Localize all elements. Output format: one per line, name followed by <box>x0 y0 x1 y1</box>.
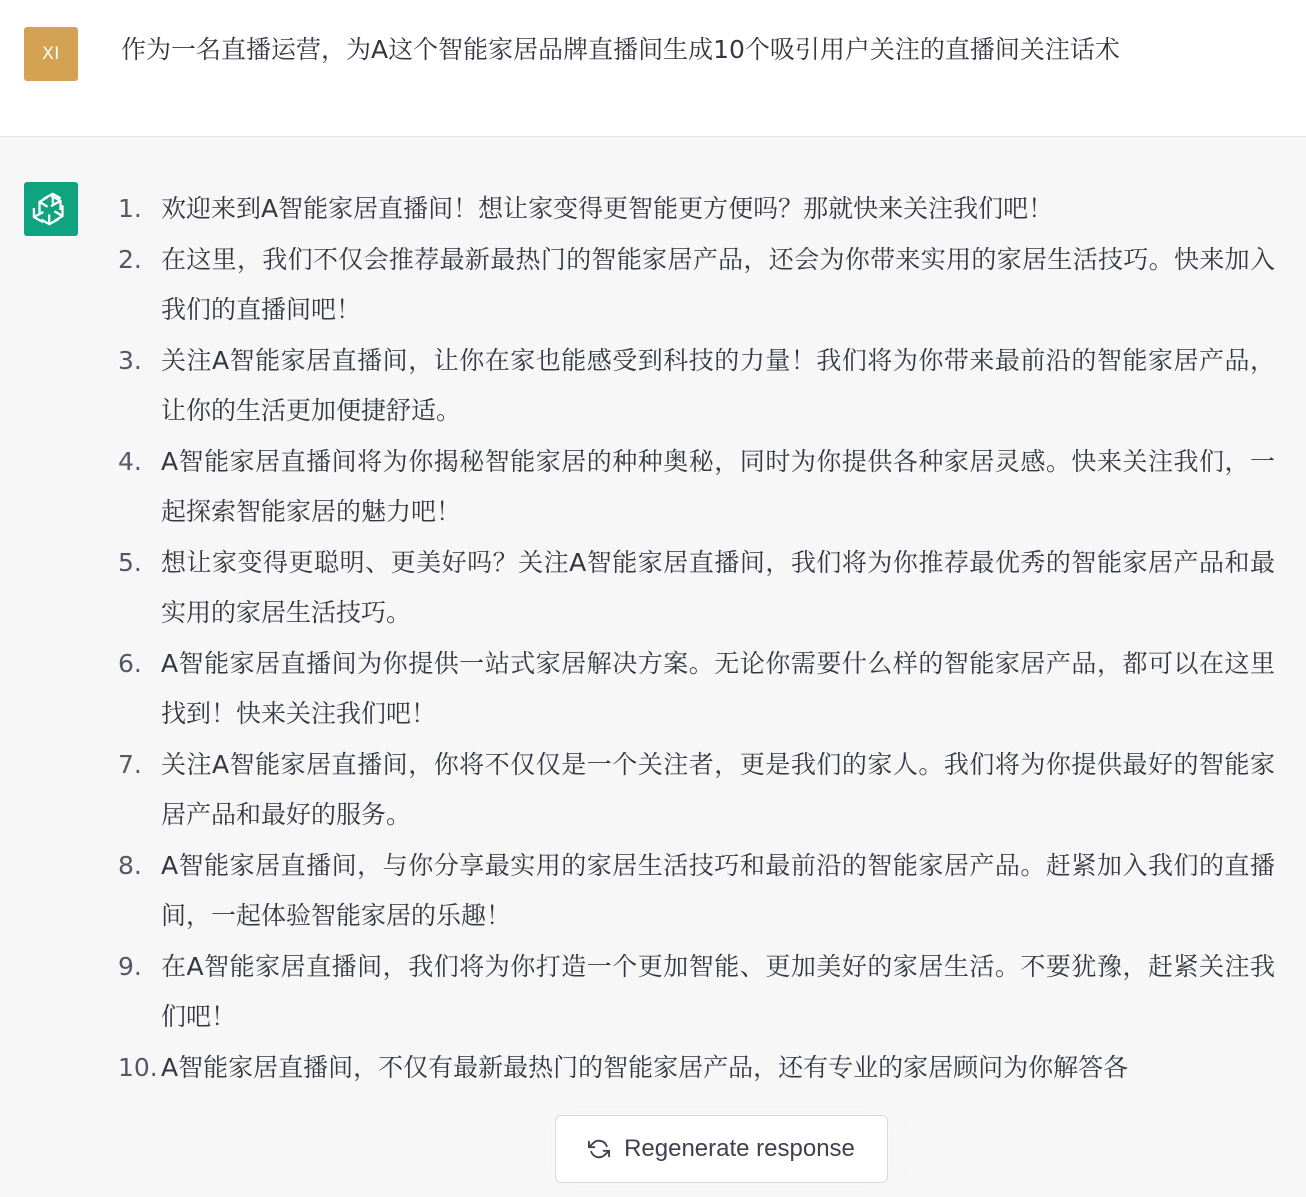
list-item-number: 2. <box>118 244 142 274</box>
list-item-number: 3. <box>118 345 142 375</box>
list-item-text: 关注A智能家居直播间，让你在家也能感受到科技的力量！我们将为你带来最前沿的智能家居产品，让你的生活更加便捷舒适。 <box>161 345 1275 425</box>
list-item-text: A智能家居直播间，与你分享最实用的家居生活技巧和最前沿的智能家居产品。赶紧加入我们的直播间，一起体验智能家居的乐趣！ <box>161 850 1275 930</box>
list-item <box>0 1043 1306 1094</box>
refresh-icon <box>588 1138 610 1160</box>
list-item <box>0 437 1306 538</box>
user-message-text: 作为一名直播运营，为A这个智能家居品牌直播间生成10个吸引用户关注的直播间关注话术 <box>121 35 1120 64</box>
list-item <box>0 538 1306 639</box>
list-item-text: 在这里，我们不仅会推荐最新最热门的智能家居产品，还会为你带来实用的家居生活技巧。快来加入我们的直播间吧！ <box>161 244 1275 324</box>
list-item-number: 7. <box>118 749 142 779</box>
answer-list <box>0 184 1306 1093</box>
list-item-text: A智能家居直播间，不仅有最新最热门的智能家居产品，还有专业的家居顾问为你解答各 <box>161 1052 1129 1082</box>
list-item-number: 10. <box>118 1052 158 1082</box>
list-item-text: 欢迎来到A智能家居直播间！想让家变得更智能更方便吗？那就快来关注我们吧！ <box>161 194 1054 223</box>
list-item-number: 5. <box>118 547 142 577</box>
list-item-text: 关注A智能家居直播间，你将不仅仅是一个关注者，更是我们的家人。我们将为你提供最好的智能家居产品和最好的服务。 <box>161 749 1275 829</box>
list-item-text: 想让家变得更聪明、更美好吗？关注A智能家居直播间，我们将为你推荐最优秀的智能家居产品和最实用的家居生活技巧。 <box>161 547 1275 627</box>
list-item-text: A智能家居直播间将为你揭秘智能家居的种种奥秘，同时为你提供各种家居灵感。快来关注我们，一起探索智能家居的魅力吧！ <box>161 446 1275 526</box>
regenerate-response-button[interactable] <box>555 1115 888 1183</box>
list-item-number: 6. <box>118 648 142 678</box>
list-item <box>0 235 1306 336</box>
list-item <box>0 336 1306 437</box>
user-message <box>0 0 1306 137</box>
list-item <box>0 942 1306 1043</box>
regenerate-response-label: Regenerate response <box>624 1135 855 1162</box>
list-item <box>0 841 1306 942</box>
list-item <box>0 740 1306 841</box>
list-item <box>0 184 1306 235</box>
assistant-message <box>0 137 1306 1162</box>
list-item <box>0 639 1306 740</box>
list-item-text: 在A智能家居直播间，我们将为你打造一个更加智能、更加美好的家居生活。不要犹豫，赶紧关注我们吧！ <box>161 951 1275 1031</box>
user-avatar-initials: XI <box>42 44 60 64</box>
list-item-number: 8. <box>118 850 142 880</box>
list-item-number: 4. <box>118 446 142 476</box>
user-avatar <box>24 27 78 81</box>
list-item-text: A智能家居直播间为你提供一站式家居解决方案。无论你需要什么样的智能家居产品，都可以在这里找到！快来关注我们吧！ <box>161 648 1275 728</box>
list-item-number: 1. <box>118 194 142 223</box>
list-item-number: 9. <box>118 951 142 981</box>
